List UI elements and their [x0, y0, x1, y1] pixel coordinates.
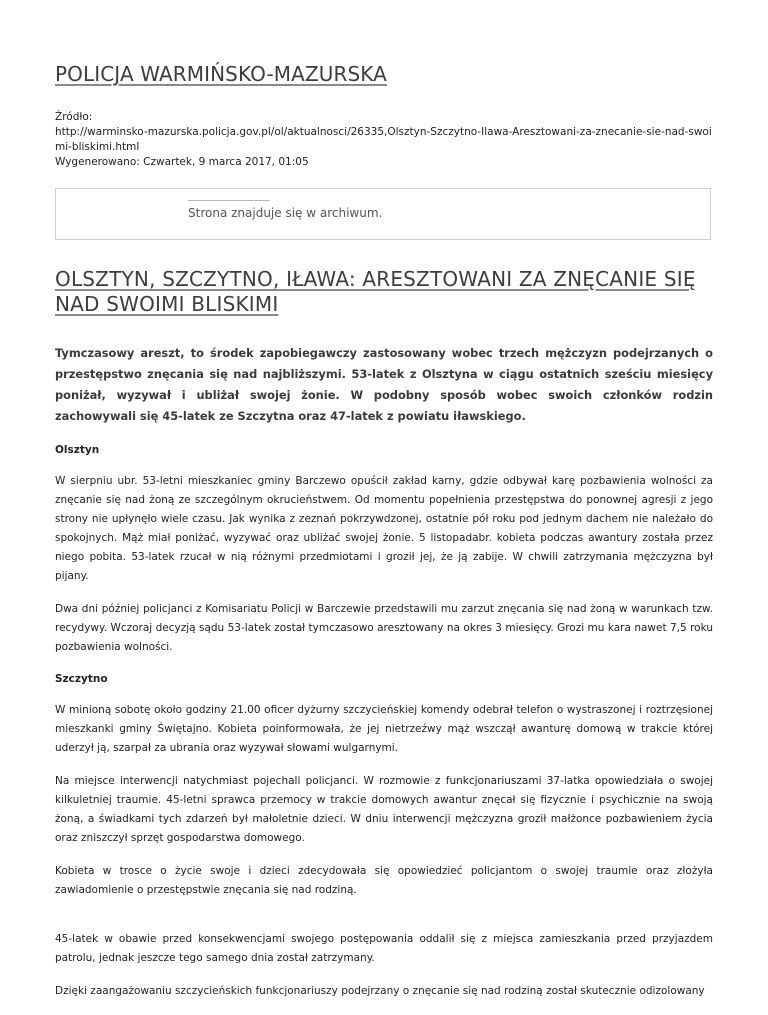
archive-divider	[188, 200, 270, 201]
article-title[interactable]: OLSZTYN, SZCZYTNO, IŁAWA: ARESZTOWANI ZA ZNĘCANIE SIĘ NAD SWOIMI BLISKIMI	[55, 267, 696, 316]
archive-notice-text: Strona znajduje się w archiwum.	[188, 206, 383, 220]
source-url-link[interactable]: http://warminsko-mazurska.policja.gov.pl/ol/aktualnosci/26335,Olsztyn-Szczytno-Ilawa-Aresztowani-za-znecanie-sie-nad-swoimi-bliskimi.html	[55, 126, 712, 153]
article-body	[55, 343, 713, 1015]
paragraph: W minioną sobotę około godziny 21.00 oficer dyżurny szczycieńskiej komendy odebrał telefon o wystraszonej i roztrzęsionej mieszkanki gminy Świętajno. Kobieta poinformowała, że jej nietrzeźwy mąż wszczął awanturę domową w trakcie której uderzył ją, szarpał za ubrania oraz wyzywał słowami wulgarnymi.	[55, 704, 713, 754]
paragraph: Dwa dni później policjanci z Komisariatu Policji w Barczewie przedstawili mu zarzut znęcania się nad żoną w warunkach tzw. recydywy. Wczoraj decyzją sądu 53-latek został tymczasowo aresztowany na okres 3 miesięcy. Grozi mu kara nawet 7,5 roku pozbawienia wolności.	[55, 603, 713, 653]
section-heading-szczytno: Szczytno	[55, 673, 108, 685]
paragraph: Kobieta w trosce o życie swoje i dzieci zdecydowała się opowiedzieć policjantom o swojej traumie oraz złożyła zawiadomienie o przestępstwie znęcania się nad rodziną.	[55, 865, 713, 896]
source-metadata	[55, 110, 715, 170]
archive-notice-box	[55, 188, 711, 240]
paragraph: Dzięki zaangażowaniu szczycieńskich funkcjonariuszy podejrzany o znęcanie się nad rodziną został skutecznie odizolowany	[55, 985, 705, 997]
article-lead: Tymczasowy areszt, to środek zapobiegawczy zastosowany wobec trzech mężczyzn podejrzanych o przestępstwo znęcania się nad najbliższymi. 53-latek z Olsztyna w ciągu ostatnich sześciu miesięcy poniżał, wyzywał i ubliżał swojej żonie. W podobny sposób wobec swoich członków rodzin zachowywali się 45-latek ze Szczytna oraz 47-latek z powiatu iławskiego.	[55, 346, 713, 423]
source-label: Źródło:	[55, 111, 93, 123]
generated-timestamp: Wygenerowano: Czwartek, 9 marca 2017, 01:05	[55, 156, 309, 168]
paragraph: 45-latek w obawie przed konsekwencjami swojego postępowania oddalił się z miejsca zamieszkania przed przyjazdem patrolu, jednak jeszcze tego samego dnia został zatrzymany.	[55, 933, 713, 964]
site-title[interactable]: POLICJA WARMIŃSKO-MAZURSKA	[55, 62, 387, 86]
section-heading-olsztyn: Olsztyn	[55, 444, 100, 456]
paragraph: Na miejsce interwencji natychmiast pojechali policjanci. W rozmowie z funkcjonariuszami 37-latka opowiedziała o swojej kilkuletniej traumie. 45-letni sprawca przemocy w trakcie domowych awantur znęcał się fizycznie i psychicznie na swoją żoną, a świadkami tych zdarzeń był małoletnie dzieci. W dniu interwencji mężczyzna groził małżonce pozbawieniem życia oraz zniszczył sprzęt gospodarstwa domowego.	[55, 775, 713, 844]
paragraph: W sierpniu ubr. 53-letni mieszkaniec gminy Barczewo opuścił zakład karny, gdzie odbywał karę pozbawienia wolności za znęcanie się nad żoną ze szczególnym okrucieństwem. Od momentu popełnienia przestępstwa do ponownej agresji z jego strony nie upłynęło wiele czasu. Jak wynika z zeznań pokrzywdzonej, ostatnie pół roku pod jednym dachem nie należało do spokojnych. Mąż miał poniżać, wyzywać oraz ubliżać swojej żonie. 5 listopadabr. kobieta podczas awantury została przez niego pobita. 53-latek rzucał w nią różnymi przedmiotami i groził jej, że ją zabije. W chwili zatrzymania mężczyzna był pijany.	[55, 475, 713, 582]
